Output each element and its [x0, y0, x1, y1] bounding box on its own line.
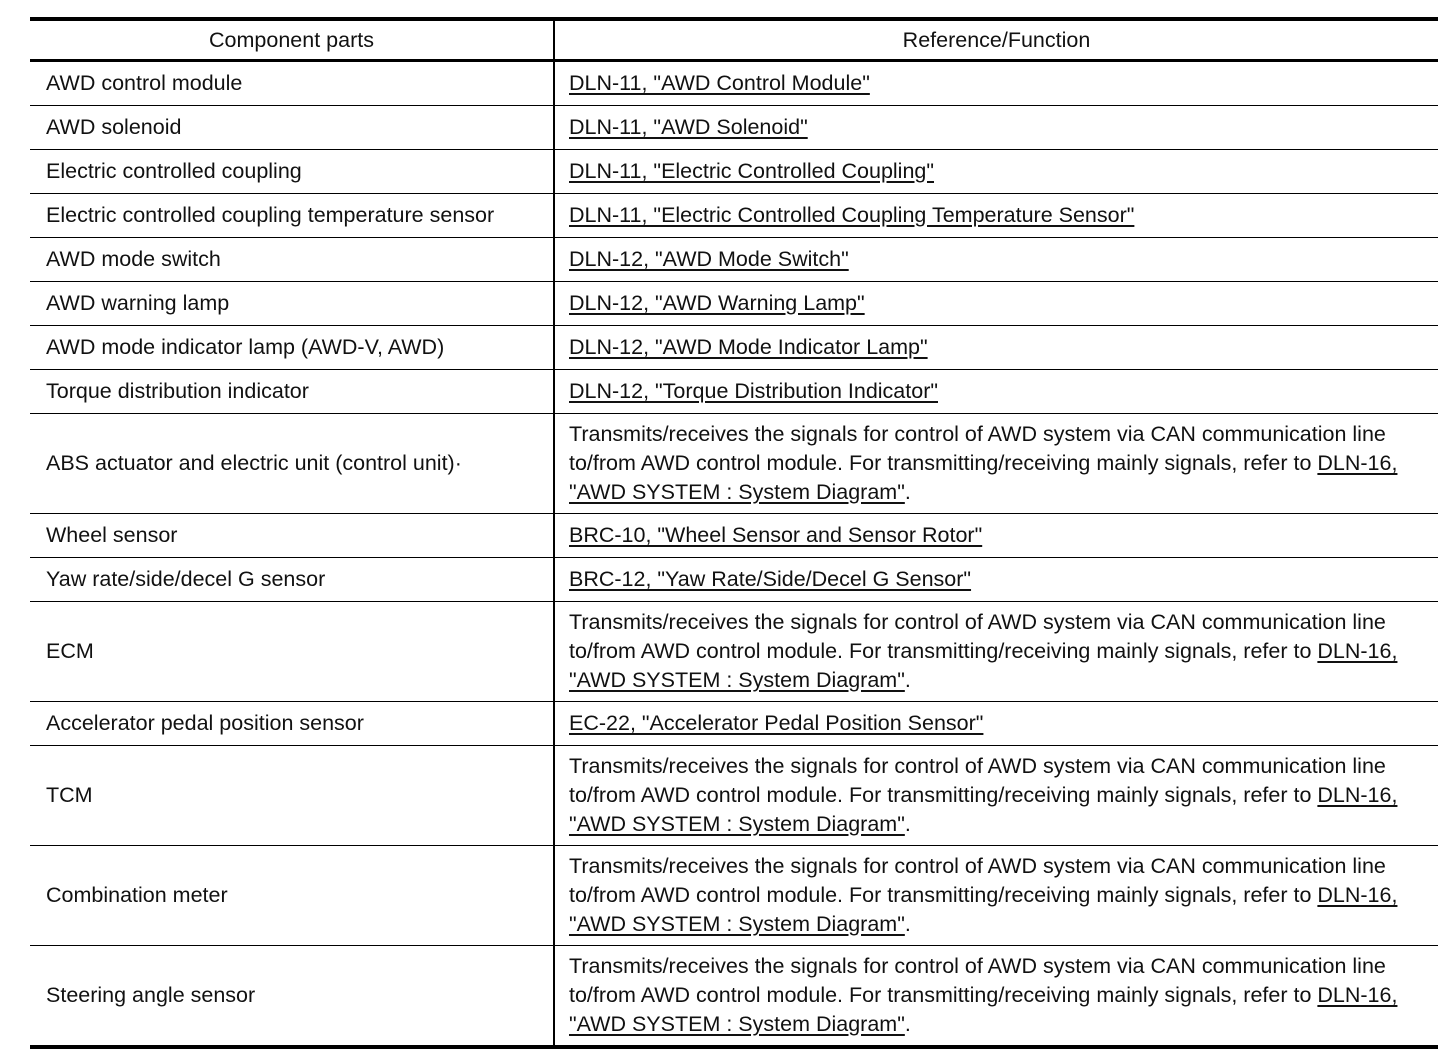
reference-text: Transmits/receives the signals for control of AWD system via CAN communication line to/from AWD control module. For transmitting/receiving mainly signals, refer to [569, 754, 1386, 807]
reference-text-end: . [904, 912, 911, 936]
component-reference-table [30, 17, 1438, 1049]
component-cell: TCM [46, 783, 93, 807]
reference-link[interactable]: DLN-11, "Electric Controlled Coupling Temperature Sensor" [569, 203, 1135, 227]
table-row [30, 282, 1438, 326]
component-cell: Combination meter [46, 883, 228, 907]
reference-link[interactable]: DLN-12, "AWD Mode Switch" [569, 247, 849, 271]
reference-link[interactable]: DLN-11, "AWD Control Module" [569, 71, 870, 95]
reference-cell [554, 746, 1438, 846]
component-cell: AWD control module [46, 71, 243, 95]
table-row [30, 558, 1438, 602]
reference-text: Transmits/receives the signals for control of AWD system via CAN communication line to/from AWD control module. For transmitting/receiving mainly signals, refer to [569, 422, 1386, 475]
table-row [30, 702, 1438, 746]
table-row [30, 414, 1438, 514]
table-row [30, 326, 1438, 370]
reference-link[interactable]: BRC-12, "Yaw Rate/Side/Decel G Sensor" [569, 567, 972, 591]
component-cell: AWD mode switch [46, 247, 221, 271]
table-row [30, 194, 1438, 238]
table-body [30, 61, 1438, 1048]
component-cell: Electric controlled coupling [46, 159, 302, 183]
reference-text: Transmits/receives the signals for control of AWD system via CAN communication line to/from AWD control module. For transmitting/receiving mainly signals, refer to [569, 610, 1386, 663]
reference-cell [554, 514, 1438, 558]
table-row [30, 238, 1438, 282]
reference-link[interactable]: DLN-16, "AWD SYSTEM : System Diagram" [569, 883, 1398, 936]
component-cell: ECM [46, 639, 94, 663]
table-row [30, 106, 1438, 150]
table-row [30, 846, 1438, 946]
component-cell: AWD solenoid [46, 115, 182, 139]
reference-cell [554, 558, 1438, 602]
component-cell: AWD mode indicator lamp (AWD-V, AWD) [46, 335, 445, 359]
header-component-parts: Component parts [209, 27, 374, 52]
component-cell: Steering angle sensor [46, 983, 256, 1007]
reference-link[interactable]: DLN-11, "Electric Controlled Coupling" [569, 159, 934, 183]
component-cell: Wheel sensor [46, 523, 178, 547]
component-cell: Torque distribution indicator [46, 379, 309, 403]
reference-link[interactable]: DLN-12, "AWD Mode Indicator Lamp" [569, 335, 928, 359]
reference-text: Transmits/receives the signals for control of AWD system via CAN communication line to/from AWD control module. For transmitting/receiving mainly signals, refer to [569, 954, 1386, 1007]
reference-cell [554, 238, 1438, 282]
reference-cell [554, 106, 1438, 150]
reference-link[interactable]: DLN-12, "Torque Distribution Indicator" [569, 379, 938, 403]
reference-cell [554, 282, 1438, 326]
reference-link[interactable]: DLN-16, "AWD SYSTEM : System Diagram" [569, 639, 1398, 692]
table-row [30, 514, 1438, 558]
reference-text-end: . [904, 668, 911, 692]
table-row [30, 746, 1438, 846]
reference-cell [554, 702, 1438, 746]
reference-cell [554, 61, 1438, 106]
component-cell: Accelerator pedal position sensor [46, 711, 364, 735]
reference-link[interactable]: DLN-11, "AWD Solenoid" [569, 115, 808, 139]
table-row [30, 61, 1438, 106]
component-cell: AWD warning lamp [46, 291, 230, 315]
reference-link[interactable]: DLN-16, "AWD SYSTEM : System Diagram" [569, 783, 1398, 836]
reference-text-end: . [904, 812, 911, 836]
reference-link[interactable]: DLN-16, "AWD SYSTEM : System Diagram" [569, 451, 1398, 504]
reference-link[interactable]: EC-22, "Accelerator Pedal Position Sensor" [569, 711, 984, 735]
reference-text-end: . [904, 480, 911, 504]
table-header-row [30, 19, 1438, 61]
component-cell: Yaw rate/side/decel G sensor [46, 567, 326, 591]
table-row [30, 150, 1438, 194]
reference-link[interactable]: BRC-10, "Wheel Sensor and Sensor Rotor" [569, 523, 983, 547]
reference-cell [554, 150, 1438, 194]
reference-text-end: . [904, 1012, 911, 1036]
component-cell: Electric controlled coupling temperature sensor [46, 203, 495, 227]
reference-cell [554, 414, 1438, 514]
reference-cell [554, 946, 1438, 1048]
reference-text: Transmits/receives the signals for control of AWD system via CAN communication line to/from AWD control module. For transmitting/receiving mainly signals, refer to [569, 854, 1386, 907]
reference-cell [554, 194, 1438, 238]
header-reference-function: Reference/Function [554, 19, 1438, 61]
table-row [30, 370, 1438, 414]
reference-cell [554, 326, 1438, 370]
reference-cell [554, 602, 1438, 702]
reference-cell [554, 846, 1438, 946]
table-row [30, 602, 1438, 702]
table-row [30, 946, 1438, 1048]
component-cell: ABS actuator and electric unit (control unit)· [46, 451, 462, 475]
reference-link[interactable]: DLN-16, "AWD SYSTEM : System Diagram" [569, 983, 1398, 1036]
reference-cell [554, 370, 1438, 414]
reference-link[interactable]: DLN-12, "AWD Warning Lamp" [569, 291, 865, 315]
